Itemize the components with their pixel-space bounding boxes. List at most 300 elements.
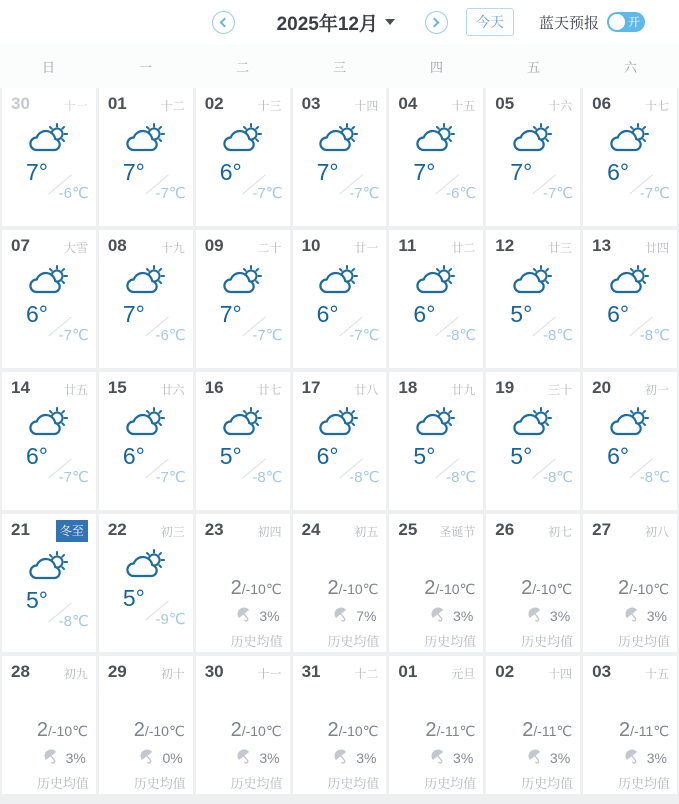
date-number: 15 — [107, 378, 127, 397]
temperature-block — [99, 442, 193, 496]
history-rain-row — [389, 606, 483, 625]
high-temp: 5° — [219, 443, 242, 469]
cell-header — [99, 514, 193, 540]
history-temp-range — [389, 578, 483, 598]
cell-header — [293, 230, 387, 256]
low-temp: -7℃ — [155, 185, 186, 202]
high-temp: 6° — [316, 443, 339, 469]
umbrella-icon — [430, 606, 446, 625]
forecast-block — [196, 121, 290, 212]
rain-probability: 3% — [259, 607, 280, 624]
toggle-knob — [609, 14, 625, 30]
history-low-temp: /-10℃ — [338, 723, 379, 739]
calendar-day-cell[interactable] — [2, 372, 96, 510]
umbrella-icon — [333, 606, 349, 625]
history-rain-row — [196, 748, 290, 767]
calendar-day-cell[interactable] — [389, 656, 483, 794]
umbrella-icon — [43, 748, 59, 767]
cell-header — [293, 656, 387, 682]
low-temp: -7℃ — [252, 185, 283, 202]
lunar-date: 廿一 — [354, 241, 379, 255]
lunar-date: 初九 — [63, 667, 88, 681]
calendar-day-cell[interactable] — [389, 230, 483, 368]
rain-probability: 3% — [549, 749, 571, 766]
high-temp: 6° — [26, 301, 48, 327]
blue-sky-forecast-label: 蓝天预报 — [538, 14, 599, 32]
history-low-temp: /-10℃ — [338, 581, 379, 597]
forecast-block — [196, 263, 290, 354]
cell-header — [389, 372, 483, 398]
high-temp: 7° — [413, 159, 436, 185]
date-number: 23 — [204, 520, 224, 539]
calendar-day-cell[interactable] — [486, 230, 580, 368]
lunar-date: 大雪 — [63, 241, 88, 255]
history-block — [583, 578, 677, 650]
calendar-day-cell[interactable] — [196, 372, 290, 510]
history-rain-row — [293, 748, 387, 767]
weekday-label: 五 — [526, 59, 540, 75]
date-number: 03 — [301, 94, 321, 113]
date-number: 09 — [204, 236, 224, 255]
history-temp-range — [99, 720, 193, 740]
partly-cloudy-icon — [196, 405, 290, 441]
lunar-date: 初八 — [644, 525, 669, 539]
temperature-block — [196, 442, 290, 496]
history-block — [99, 720, 193, 792]
low-temp: -8℃ — [446, 327, 477, 344]
date-number: 01 — [107, 94, 127, 113]
cell-header — [293, 88, 387, 114]
month-title: 2025年12月 — [276, 13, 378, 35]
high-temp: 6° — [26, 443, 48, 469]
history-block — [486, 720, 580, 792]
history-rain-row — [2, 748, 96, 767]
calendar-day-cell[interactable] — [2, 514, 96, 652]
low-temp: -8℃ — [349, 469, 380, 486]
date-number: 12 — [495, 236, 515, 255]
history-temp-range — [583, 578, 677, 598]
history-block — [196, 720, 290, 792]
lunar-date: 十一 — [63, 99, 88, 113]
date-number: 26 — [495, 520, 515, 539]
date-number: 31 — [301, 662, 321, 681]
history-block — [389, 720, 483, 792]
calendar-day-cell[interactable] — [486, 88, 580, 226]
forecast-block — [99, 263, 193, 354]
cell-header — [2, 88, 96, 114]
low-temp: -6℃ — [58, 185, 89, 202]
forecast-block — [293, 405, 387, 496]
history-rain-row — [196, 606, 290, 625]
high-temp: 6° — [607, 443, 630, 469]
caret-down-icon — [385, 19, 395, 25]
temperature-block — [99, 300, 193, 354]
cell-header — [196, 88, 290, 114]
history-block — [196, 578, 290, 650]
forecast-block — [293, 121, 387, 212]
history-low-temp: /-10℃ — [532, 581, 573, 597]
partly-cloudy-icon — [99, 547, 193, 583]
calendar-day-cell[interactable] — [99, 88, 193, 226]
history-low-temp: /-11℃ — [436, 723, 476, 739]
calendar-day-cell[interactable] — [583, 656, 677, 794]
partly-cloudy-icon — [293, 263, 387, 299]
low-temp: -7℃ — [349, 185, 380, 202]
blue-sky-toggle[interactable] — [607, 12, 645, 32]
umbrella-icon — [139, 748, 155, 767]
high-temp: 5° — [510, 443, 533, 469]
calendar-day-cell[interactable] — [99, 230, 193, 368]
cell-header — [196, 514, 290, 540]
temperature-block — [2, 300, 96, 354]
partly-cloudy-icon — [583, 263, 677, 299]
date-number: 25 — [398, 520, 418, 539]
partly-cloudy-icon — [196, 121, 290, 157]
temperature-block — [486, 300, 580, 354]
lunar-date: 二十 — [257, 241, 282, 255]
low-temp: -7℃ — [252, 327, 283, 344]
temperature-block — [99, 584, 193, 638]
forecast-block — [293, 263, 387, 354]
temperature-block — [583, 442, 677, 496]
partly-cloudy-icon — [389, 121, 483, 157]
forecast-block — [486, 263, 580, 354]
lunar-date: 十二 — [354, 667, 379, 681]
date-number: 27 — [592, 520, 612, 539]
calendar-day-cell[interactable] — [196, 656, 290, 794]
rain-probability: 7% — [356, 607, 377, 624]
history-rain-row — [486, 606, 580, 625]
partly-cloudy-icon — [293, 405, 387, 441]
calendar-day-cell[interactable] — [486, 372, 580, 510]
history-temp-range — [389, 720, 483, 740]
history-note-label: 历史均值 — [230, 634, 283, 649]
forecast-block — [2, 405, 96, 496]
history-low-temp: /-10℃ — [241, 581, 282, 597]
high-temp: 5° — [413, 443, 436, 469]
temperature-block — [293, 158, 387, 212]
partly-cloudy-icon — [196, 263, 290, 299]
date-number: 29 — [107, 662, 127, 681]
history-rain-row — [486, 748, 580, 767]
rain-probability: 0% — [162, 749, 183, 766]
weekday-label: 一 — [138, 59, 152, 75]
lunar-date: 初三 — [160, 525, 185, 539]
cell-header — [2, 230, 96, 256]
date-number: 16 — [204, 378, 224, 397]
temperature-block — [389, 442, 483, 496]
history-rain-row — [389, 748, 483, 767]
lunar-date: 初七 — [548, 525, 573, 539]
cell-header — [486, 372, 580, 398]
history-note-label: 历史均值 — [617, 776, 670, 791]
lunar-date: 元旦 — [451, 667, 476, 681]
calendar-day-cell[interactable] — [293, 514, 387, 652]
low-temp: -7℃ — [639, 185, 670, 202]
temperature-block — [2, 586, 96, 640]
high-temp: 7° — [219, 301, 242, 327]
temperature-block — [196, 158, 290, 212]
calendar-day-cell[interactable] — [2, 88, 96, 226]
calendar-day-cell[interactable] — [196, 514, 290, 652]
lunar-date: 廿八 — [354, 383, 379, 397]
calendar-day-cell[interactable] — [99, 514, 193, 652]
cell-header — [583, 372, 677, 398]
forecast-block — [99, 121, 193, 212]
calendar-day-cell[interactable] — [196, 230, 290, 368]
calendar-day-cell[interactable] — [583, 230, 677, 368]
weekday-label: 三 — [332, 59, 346, 75]
next-month-button[interactable] — [425, 11, 448, 34]
high-temp: 7° — [510, 159, 533, 185]
history-low-temp: /-10℃ — [144, 723, 185, 739]
low-temp: -8℃ — [639, 327, 670, 344]
rain-probability: 3% — [453, 749, 474, 766]
forecast-block — [486, 405, 580, 496]
cell-header — [99, 88, 193, 114]
forecast-block — [389, 121, 483, 212]
forecast-block — [486, 121, 580, 212]
toggle-on-label: 开 — [628, 15, 641, 29]
calendar-day-cell[interactable] — [583, 372, 677, 510]
header-controls — [212, 8, 645, 36]
high-temp: 5° — [26, 587, 48, 613]
history-high-temp: 2 — [424, 577, 436, 599]
rain-probability: 3% — [453, 607, 474, 624]
chevron-left-icon — [220, 17, 230, 27]
history-rain-row — [293, 606, 387, 625]
history-temp-range — [293, 720, 387, 740]
calendar-day-cell[interactable] — [293, 88, 387, 226]
rain-probability: 3% — [65, 749, 86, 766]
partly-cloudy-icon — [486, 405, 580, 441]
history-note-label: 历史均值 — [424, 634, 477, 649]
date-number: 11 — [398, 236, 417, 255]
history-block — [486, 578, 580, 650]
forecast-block — [583, 263, 677, 354]
cell-header — [486, 88, 580, 114]
calendar-day-cell[interactable] — [583, 88, 677, 226]
history-note-label: 历史均值 — [521, 776, 574, 791]
lunar-date: 三十 — [548, 383, 573, 397]
chevron-right-icon — [430, 17, 440, 27]
calendar-day-cell[interactable] — [293, 230, 387, 368]
history-high-temp: 2 — [230, 577, 242, 599]
history-high-temp: 2 — [133, 719, 145, 741]
date-number: 30 — [204, 662, 224, 681]
lunar-date: 十三 — [257, 99, 282, 113]
date-number: 28 — [11, 662, 30, 681]
calendar-day-cell[interactable] — [99, 372, 193, 510]
cell-header — [389, 514, 483, 540]
history-low-temp: /-10℃ — [241, 723, 282, 739]
forecast-block — [2, 549, 96, 640]
history-block — [293, 720, 387, 792]
date-number: 21 — [11, 520, 30, 539]
history-temp-range — [196, 720, 290, 740]
history-high-temp: 2 — [521, 577, 533, 599]
cell-header — [196, 230, 290, 256]
partly-cloudy-icon — [293, 121, 387, 157]
low-temp: -8℃ — [542, 469, 574, 486]
calendar-header — [0, 0, 679, 44]
umbrella-icon — [236, 748, 252, 767]
history-temp-range — [2, 720, 96, 740]
lunar-date: 冬至 — [56, 520, 88, 542]
lunar-date: 廿三 — [548, 241, 573, 255]
history-block — [583, 720, 677, 792]
lunar-date: 十四 — [548, 667, 573, 681]
history-low-temp: /-10℃ — [47, 723, 88, 739]
partly-cloudy-icon — [2, 121, 96, 157]
date-number: 08 — [107, 236, 127, 255]
partly-cloudy-icon — [583, 121, 677, 157]
cell-header — [389, 230, 483, 256]
lunar-date: 初一 — [644, 383, 669, 397]
date-number: 03 — [592, 662, 612, 681]
history-block — [2, 720, 96, 792]
low-temp: -6℃ — [155, 327, 186, 344]
low-temp: -8℃ — [639, 469, 670, 486]
low-temp: -8℃ — [542, 327, 574, 344]
history-temp-range — [486, 720, 580, 740]
high-temp: 6° — [607, 301, 630, 327]
date-number: 19 — [495, 378, 515, 397]
date-number: 01 — [398, 662, 418, 681]
lunar-date: 廿九 — [451, 383, 476, 397]
date-number: 02 — [495, 662, 515, 681]
cell-header — [486, 230, 580, 256]
cell-header — [389, 88, 483, 114]
calendar-day-cell[interactable] — [293, 372, 387, 510]
calendar-day-cell[interactable] — [389, 514, 483, 652]
history-note-label: 历史均值 — [230, 776, 283, 791]
low-temp: -8℃ — [58, 613, 89, 630]
cell-header — [2, 372, 96, 398]
cell-header — [583, 656, 677, 682]
rain-probability: 3% — [356, 749, 377, 766]
lunar-date: 廿六 — [160, 383, 185, 397]
partly-cloudy-icon — [389, 263, 483, 299]
date-number: 22 — [107, 520, 127, 539]
cell-header — [99, 656, 193, 682]
history-note-label: 历史均值 — [327, 776, 380, 791]
history-high-temp: 2 — [327, 719, 339, 741]
date-number: 07 — [11, 236, 30, 255]
calendar-day-cell[interactable] — [583, 514, 677, 652]
cell-header — [486, 656, 580, 682]
calendar-day-cell[interactable] — [2, 656, 96, 794]
calendar-day-cell[interactable] — [196, 88, 290, 226]
history-temp-range — [293, 578, 387, 598]
partly-cloudy-icon — [2, 263, 96, 299]
temperature-block — [583, 158, 677, 212]
high-temp: 6° — [316, 301, 339, 327]
history-high-temp: 2 — [522, 719, 534, 741]
cell-header — [2, 514, 96, 542]
partly-cloudy-icon — [2, 549, 96, 585]
calendar-day-cell[interactable] — [99, 656, 193, 794]
history-low-temp: /-10℃ — [629, 581, 669, 597]
today-button[interactable]: 今天 — [466, 8, 514, 36]
lunar-date: 十四 — [354, 99, 379, 113]
history-temp-range — [196, 578, 290, 598]
lunar-date: 廿七 — [257, 383, 282, 397]
umbrella-icon — [333, 748, 349, 767]
date-number: 05 — [495, 94, 515, 113]
weekday-label: 日 — [41, 59, 55, 75]
lunar-date: 圣诞节 — [439, 525, 476, 539]
forecast-block — [583, 405, 677, 496]
date-number: 24 — [301, 520, 321, 539]
history-high-temp: 2 — [230, 719, 242, 741]
low-temp: -6℃ — [446, 185, 477, 202]
high-temp: 6° — [122, 443, 145, 469]
rain-probability: 3% — [259, 749, 280, 766]
cell-header — [293, 514, 387, 540]
cell-header — [196, 656, 290, 682]
lunar-date: 十五 — [644, 667, 669, 681]
cell-header — [389, 656, 483, 682]
lunar-date: 廿五 — [63, 383, 88, 397]
prev-month-button[interactable] — [212, 11, 235, 34]
temperature-block — [583, 300, 677, 354]
history-high-temp: 2 — [327, 577, 339, 599]
history-temp-range — [486, 578, 580, 598]
low-temp: -7℃ — [349, 327, 380, 344]
high-temp: 7° — [26, 159, 48, 185]
date-number: 13 — [592, 236, 612, 255]
lunar-date: 初五 — [354, 525, 379, 539]
partly-cloudy-icon — [99, 405, 193, 441]
temperature-block — [389, 158, 483, 212]
calendar-day-cell[interactable] — [486, 514, 580, 652]
forecast-block — [389, 263, 483, 354]
calendar-day-cell[interactable] — [389, 372, 483, 510]
partly-cloudy-icon — [583, 405, 677, 441]
history-note-label: 历史均值 — [424, 776, 477, 791]
high-temp: 6° — [413, 301, 436, 327]
calendar-day-cell[interactable] — [2, 230, 96, 368]
high-temp: 5° — [510, 301, 533, 327]
rain-probability: 3% — [646, 749, 667, 766]
month-selector[interactable] — [277, 9, 395, 36]
history-block — [389, 578, 483, 650]
lunar-date: 十六 — [548, 99, 573, 113]
forecast-block — [99, 405, 193, 496]
date-number: 02 — [204, 94, 224, 113]
partly-cloudy-icon — [99, 263, 193, 299]
history-note-label: 历史均值 — [521, 634, 574, 649]
lunar-date: 十二 — [160, 99, 185, 113]
high-temp: 5° — [122, 585, 145, 611]
lunar-date: 十七 — [644, 99, 669, 113]
lunar-date: 初四 — [257, 525, 282, 539]
history-low-temp: /-11℃ — [630, 723, 669, 739]
history-note-label: 历史均值 — [327, 634, 380, 649]
calendar-day-cell[interactable] — [389, 88, 483, 226]
history-high-temp: 2 — [36, 719, 48, 741]
history-rain-row — [583, 748, 677, 767]
calendar-day-cell[interactable] — [293, 656, 387, 794]
partly-cloudy-icon — [99, 121, 193, 157]
umbrella-icon — [624, 606, 640, 625]
lunar-date: 十一 — [257, 667, 282, 681]
history-note-label: 历史均值 — [133, 776, 186, 791]
calendar-day-cell[interactable] — [486, 656, 580, 794]
low-temp: -8℃ — [252, 469, 283, 486]
forecast-block — [2, 121, 96, 212]
